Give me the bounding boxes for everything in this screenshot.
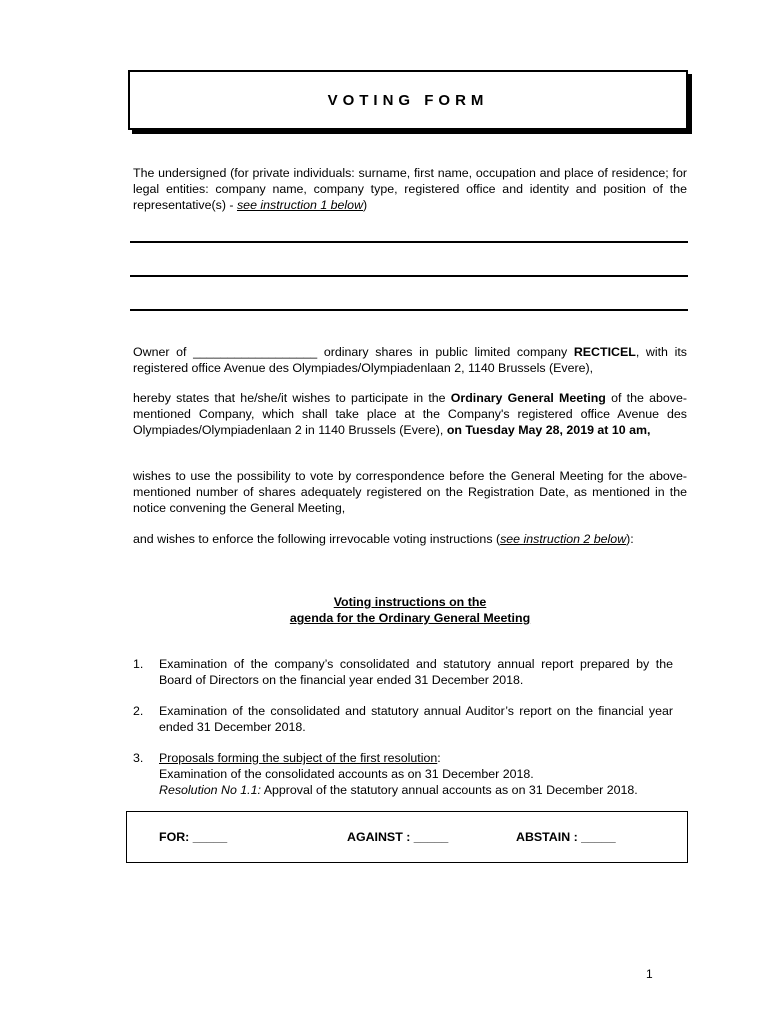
instruction-1-link[interactable]: see instruction 1 below <box>236 198 364 212</box>
item-number: 2. <box>133 704 144 718</box>
item-text: Examination of the company’s consolidated and statutory annual report prepared by the Board of Directors on the financial year ended 31 December 2018. <box>159 657 673 687</box>
hereby-middle: of the above-mentioned Company, which shall take place at the Company's registered office Avenue des Olympiades/Olympiadenlaan 2 in 1140 Brussels (Evere), <box>133 391 687 437</box>
item-number: 3. <box>133 751 144 765</box>
resolution-heading: Proposals forming the subject of the first resolution <box>159 751 438 765</box>
owner-suffix: , with its registered office Avenue des Olympiades/Olympiadenlaan 2, 1140 Brussels (Evere), <box>133 345 687 375</box>
resolution-line: Examination of the consolidated accounts as on 31 December 2018. <box>159 767 534 781</box>
vote-abstain[interactable]: ABSTAIN : _____ <box>516 830 616 844</box>
wishes-paragraph: wishes to use the possibility to vote by correspondence before the General Meeting for the above-mentioned number of shares adequately registered on the Registration Date, as mentioned in the notice convening the General Meeting, <box>133 469 687 515</box>
company-name: RECTICEL <box>573 345 636 359</box>
fill-line-3[interactable] <box>130 309 688 311</box>
agenda-item-1 <box>133 656 687 688</box>
title-box <box>128 70 688 130</box>
owner-prefix: Owner of <box>133 345 194 359</box>
vote-box <box>126 811 688 863</box>
intro-end: ) <box>363 198 368 212</box>
item-text: Examination of the consolidated and statutory annual Auditor’s report on the financial year ended 31 December 2018. <box>159 704 673 734</box>
vote-for[interactable]: FOR: _____ <box>159 830 228 844</box>
intro-text: The undersigned (for private individuals: surname, first name, occupation and place of residence; for legal entities: company name, company type, registered office and identity and position of the representative(s) - <box>133 166 687 212</box>
owner-paragraph <box>133 344 687 376</box>
agenda-item-2 <box>133 703 687 735</box>
fill-line-2[interactable] <box>130 275 688 277</box>
resolution-text: Approval of the statutory annual accounts as on 31 December 2018. <box>260 783 638 797</box>
section-title-line-1: Voting instructions on the <box>333 595 487 609</box>
section-title-line-2: agenda for the Ordinary General Meeting <box>289 611 531 625</box>
meeting-name: Ordinary General Meeting <box>450 391 606 405</box>
enforce-suffix: ): <box>626 532 634 546</box>
item-body <box>159 750 673 798</box>
enforce-prefix: and wishes to enforce the following irrevocable voting instructions ( <box>133 532 501 546</box>
heading-colon: : <box>437 751 441 765</box>
resolution-label: Resolution No 1.1: <box>159 783 261 797</box>
instruction-2-link[interactable]: see instruction 2 below <box>500 532 627 546</box>
shares-blank[interactable]: __________________ <box>193 345 318 359</box>
meeting-date: on Tuesday May 28, 2019 at 10 am, <box>446 423 651 437</box>
page-number: 1 <box>646 967 653 981</box>
enforce-paragraph <box>133 531 687 547</box>
owner-middle: ordinary shares in public limited company <box>317 345 574 359</box>
agenda-item-3 <box>133 750 687 798</box>
fill-line-1[interactable] <box>130 241 688 243</box>
vote-against[interactable]: AGAINST : _____ <box>347 830 449 844</box>
intro-paragraph <box>133 165 687 213</box>
hereby-prefix: hereby states that he/she/it wishes to participate in the <box>133 391 451 405</box>
hereby-paragraph <box>133 390 687 438</box>
form-title: VOTING FORM <box>327 91 489 109</box>
item-number: 1. <box>133 657 144 671</box>
